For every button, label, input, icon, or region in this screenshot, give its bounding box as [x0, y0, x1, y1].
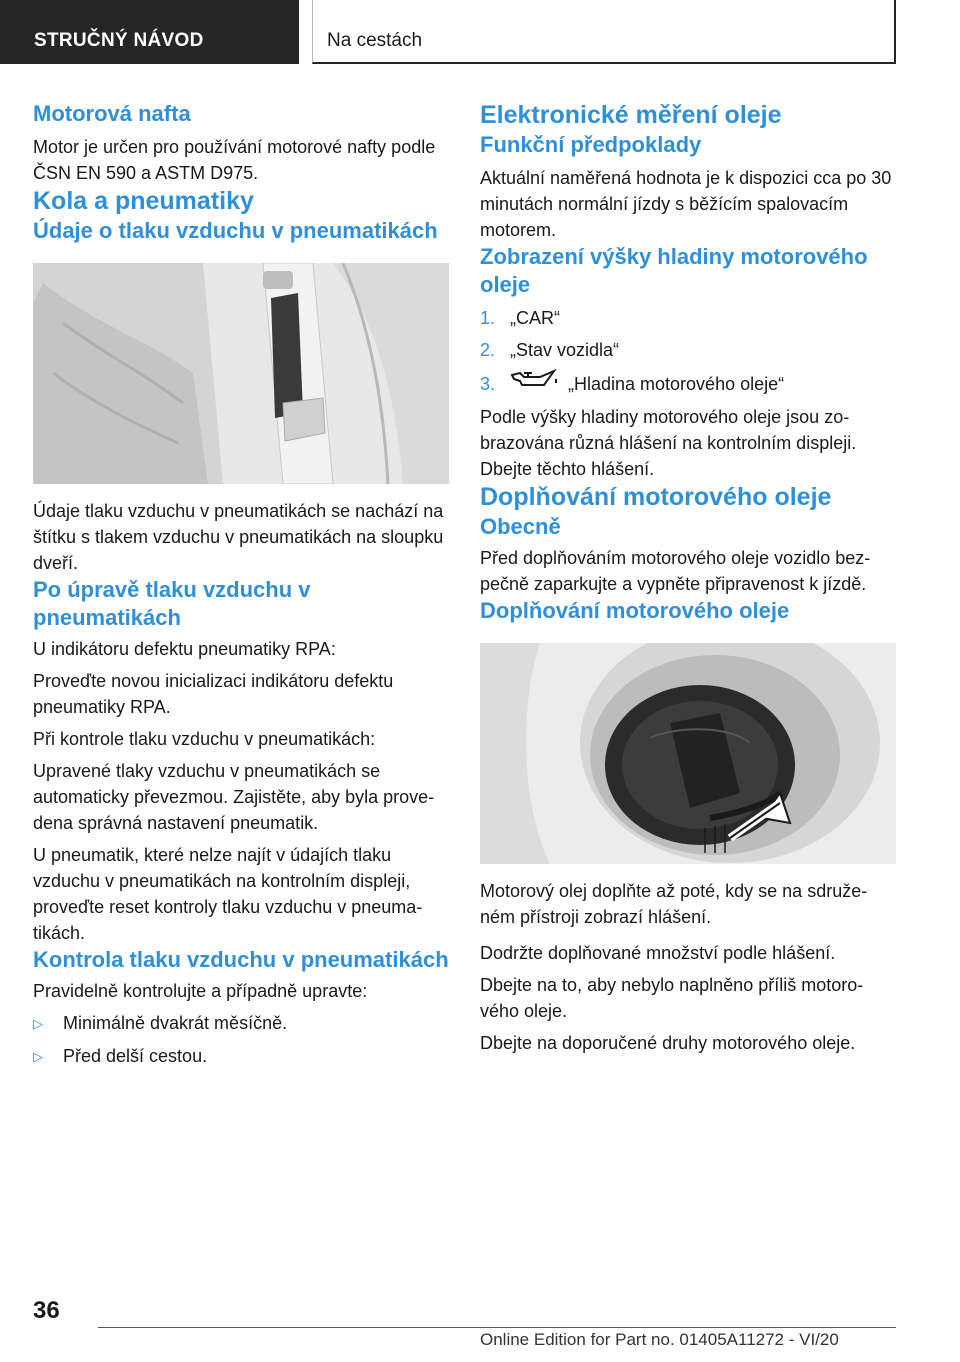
- step-label: „Hladina motorového oleje“: [568, 373, 785, 394]
- page-number: 36: [33, 1297, 60, 1324]
- after-adjust-heading: Po úpravě tlaku vzduchu v pneumatikách: [33, 577, 311, 630]
- wheels-heading: Kola a pneumatiky: [33, 187, 254, 215]
- prereq-text: Aktuální naměřená hodnota je k dispozici cca po 30 minutách normální jízdy s běžícím spalovacím motorem.: [480, 168, 892, 240]
- left-column: [33, 100, 449, 1070]
- oil-refill-heading: Doplňování motorového oleje: [480, 483, 832, 511]
- step-label: „Stav vozidla“: [510, 340, 620, 360]
- pressure-heading: Údaje o tlaku vzduchu v pneumatikách: [33, 218, 438, 243]
- after-adjust-p2: Proveďte novou inicializaci indikátoru defektu pneumatiky RPA.: [33, 671, 394, 717]
- oil-refill-subheading: Doplňování motorového oleje: [480, 598, 790, 623]
- triangle-right-icon: ▷: [33, 1016, 43, 1031]
- oil-level-steps: [480, 305, 900, 398]
- list-item-text: Minimálně dvakrát měsíčně.: [63, 1013, 288, 1033]
- diesel-heading: Motorová nafta: [33, 101, 191, 126]
- list-item-text: Před delší cestou.: [63, 1046, 208, 1066]
- check-pressure-heading: Kontrola tlaku vzduchu v pneumatikách: [33, 947, 449, 972]
- pressure-text: Údaje tlaku vzduchu v pneumatikách se nachází na štítku s tlakem vzduchu v pneumatikách na sloupku dveří.: [33, 501, 444, 573]
- after-adjust-p4: Upravené tlaky vzduchu v pneumatikách se automaticky převezmou. Zajistěte, aby byla prove- dena správná nastavení pneumatik.: [33, 761, 435, 833]
- check-list: [33, 1010, 449, 1070]
- after-adjust-p5: U pneumatik, které nelze najít v údajích tlaku vzduchu v pneumatikách na kontrolním displeji, proveďte reset kontroly tlaku vzduchu v pneuma- tikách.: [33, 845, 423, 943]
- refill-text-1: Motorový olej doplňte až poté, kdy se na sdruže- ném přístroji zobrazí hlášení.: [480, 881, 868, 927]
- step-item: [480, 305, 900, 331]
- oil-cap-image: [480, 643, 896, 864]
- step-number: 1.: [480, 308, 496, 328]
- oil-level-text: Podle výšky hladiny motorového oleje jsou zo- brazována různá hlášení na kontrolním displeji. Dbejte těchto hlášení.: [480, 407, 857, 479]
- oil-can-icon: [510, 369, 568, 398]
- step-item: [480, 369, 900, 398]
- general-heading: Obecně: [480, 514, 561, 539]
- refill-text-2: Dodržte doplňované množství podle hlášení.: [480, 943, 836, 963]
- check-pressure-text: Pravidelně kontrolujte a případně upravte:: [33, 981, 368, 1001]
- step-item: [480, 337, 900, 363]
- oil-measure-heading: Elektronické měření oleje: [480, 101, 782, 129]
- refill-text-3: Dbejte na to, aby nebylo naplněno příliš motoro- vého oleje.: [480, 975, 864, 1021]
- step-number: 3.: [480, 373, 496, 394]
- triangle-right-icon: ▷: [33, 1049, 43, 1064]
- header-section-title: Na cestách: [312, 0, 896, 64]
- footer-divider: [98, 1327, 896, 1328]
- step-label: „CAR“: [510, 308, 560, 328]
- general-text: Před doplňováním motorového oleje vozidlo bez- pečně zaparkujte a vypněte připravenost k jízdě.: [480, 548, 871, 594]
- prereq-heading: Funkční předpoklady: [480, 132, 702, 157]
- after-adjust-p1: U indikátoru defektu pneumatiky RPA:: [33, 639, 336, 659]
- oil-level-heading: Zobrazení výšky hladiny motorového oleje: [480, 244, 868, 297]
- list-item: [33, 1043, 449, 1070]
- right-column: [480, 100, 900, 1056]
- refill-text-4: Dbejte na doporučené druhy motorového oleje.: [480, 1033, 856, 1053]
- list-item: [33, 1010, 449, 1037]
- diesel-text: Motor je určen pro používání motorové nafty podle ČSN EN 590 a ASTM D975.: [33, 137, 436, 183]
- footer-edition: Online Edition for Part no. 01405A11272 - VI/20: [480, 1330, 839, 1349]
- after-adjust-p3: Při kontrole tlaku vzduchu v pneumatikách:: [33, 729, 376, 749]
- header-tab: STRUČNÝ NÁVOD: [0, 0, 299, 64]
- step-number: 2.: [480, 340, 496, 360]
- door-pillar-image: [33, 263, 449, 484]
